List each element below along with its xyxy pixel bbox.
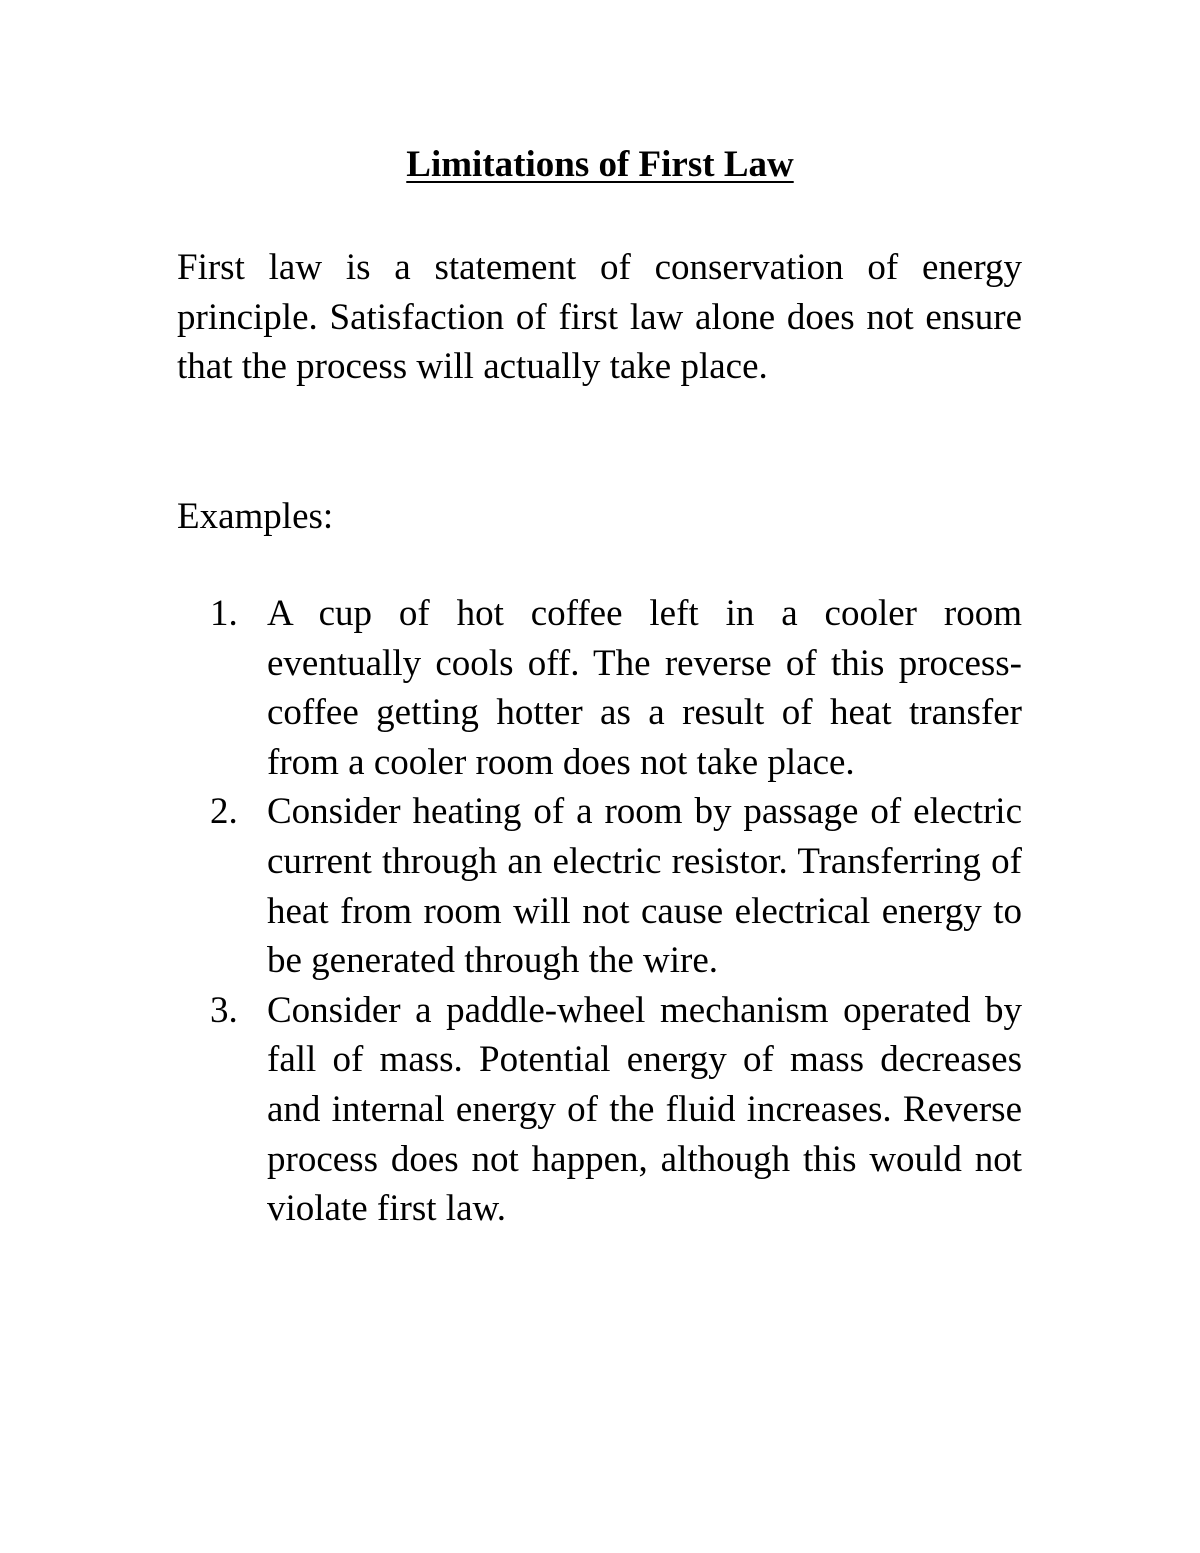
page-title-text: Limitations of First Law: [406, 144, 794, 185]
list-item-text: A cup of hot coffee left in a cooler room eventually cools off. The reverse of this process- coffee getting hotter as a result of heat transfer from a cooler room does not take place.: [267, 593, 1022, 783]
page-title: [0, 140, 1200, 190]
list-item-number: 1.: [210, 593, 238, 634]
list-item-text: Consider a paddle-wheel mechanism operated by fall of mass. Potential energy of mass decreases and internal energy of the fluid increases. Reverse process does not happen, although this would not violate first law.: [267, 989, 1022, 1230]
intro-paragraph: First law is a statement of conservation of energy principle. Satisfaction of first law alone does not ensure that the process will actually take place.: [177, 247, 1022, 388]
list-item-number: 3.: [210, 989, 238, 1031]
examples-heading: Examples:: [177, 496, 334, 537]
examples-list: [0, 589, 1200, 1234]
list-item-number: 2.: [210, 791, 238, 833]
list-item: [0, 787, 1200, 985]
list-item: [0, 589, 1200, 787]
list-item: [0, 986, 1200, 1234]
list-item-text: Consider heating of a room by passage of electric current through an electric resistor. Transferring of heat from room will not cause electrical energy to be generated through the wire.: [267, 791, 1022, 982]
